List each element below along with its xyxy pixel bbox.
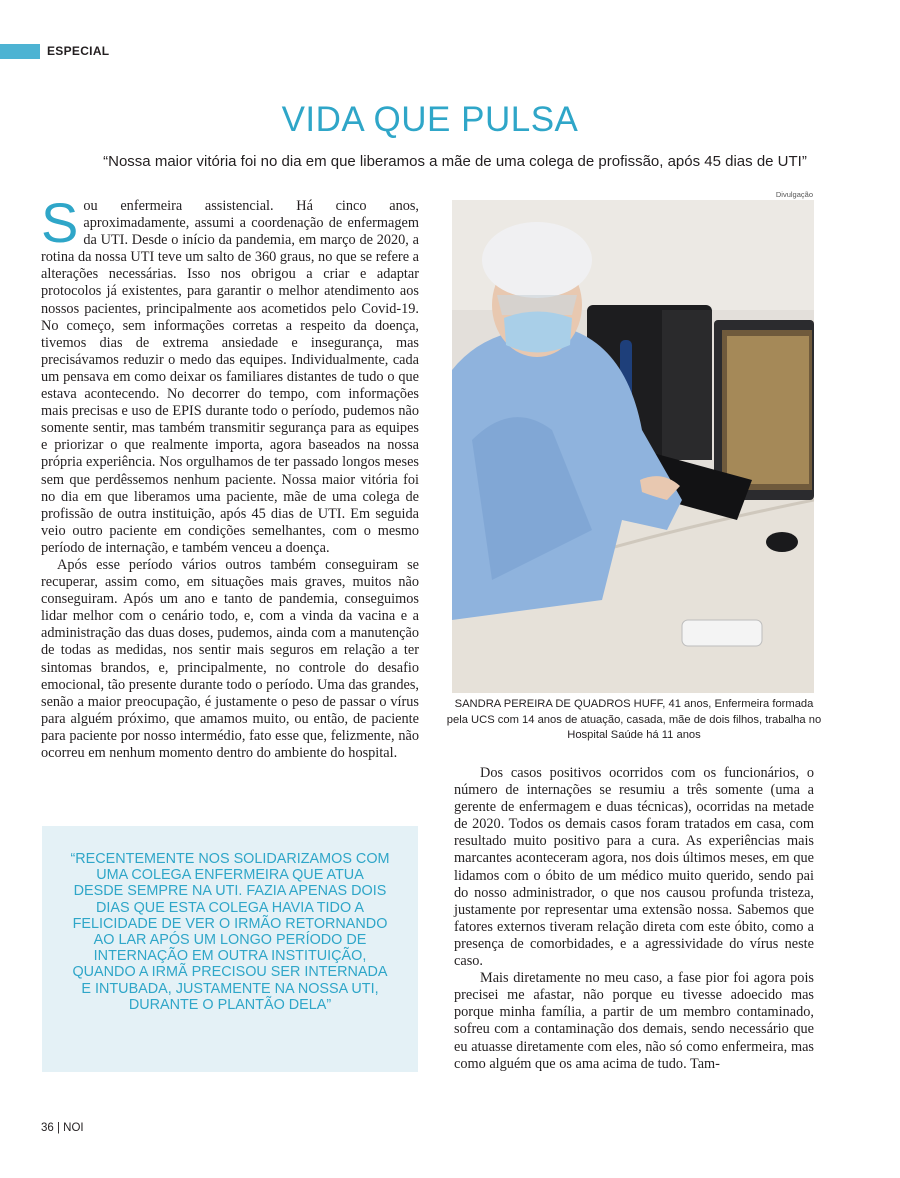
body-paragraph-2: Após esse período vários outros também conseguiram se recuperar, assim como, em situações mais graves, muitos não conseguiram. Após um ano e tanto de pandemia, conseguimos lidar melhor com o cenário todo, e, com a vinda da vacina e a administração das duas doses, pudemos, ainda com a manutenção de todas as medidas, nos sentir mais seguros em relação a ter sintomas brandos, e, principalmente, no controle do desafio emocional, tão presente durante todo o período. Uma das grandes, senão a maior preocupação, é justamente o peso de passar o vírus para alguém próximo, que amamos muito, ou então, de paciente para paciente por nosso intermédio, fato esse que, felizmente, não ocorreu em nenhum momento dentro do ambiente do hospital. <box>41 556 419 761</box>
nurse-photo <box>452 200 814 693</box>
body-paragraph-3: Dos casos positivos ocorridos com os funcionários, o número de internações se resumiu a três somente (uma a gerente de enfermagem e duas técnicas), ocorridas na metade de 2020. Todos os demais casos foram tratados em casa, com resultado muito positivo para a cura. As experiências mais marcantes aconteceram agora, nos dois últimos meses, em que lidamos com o óbito de um médico muito querido, sendo pai do nosso administrador, o que nos causou profunda tristeza, justamente por representar uma extensão nossa. Sabemos que fatores externos tiveram relação direta com este óbito, como a presença de comorbidades, e a agressividade do vírus neste caso. <box>454 765 814 970</box>
page-footer: 36 | NOI <box>41 1122 84 1134</box>
pull-quote-box <box>42 826 418 1072</box>
photo-credit: Divulgação <box>775 190 813 199</box>
nurse-photo-illustration <box>452 200 814 693</box>
article-subtitle: “Nossa maior vitória foi no dia em que liberamos a mãe de uma colega de profissão, após 45 dias de UTI” <box>103 153 807 170</box>
section-color-bar <box>0 44 40 59</box>
caption-name: SANDRA PEREIRA DE QUADROS HUFF <box>454 698 663 710</box>
caption-text: , 41 anos, Enfermeira formada pela UCS com 14 anos de atuação, casada, mãe de dois filhos, trabalha no Hospital Saúde há 11 anos <box>446 698 822 741</box>
section-label: ESPECIAL <box>47 44 110 58</box>
body-paragraph-1 <box>41 191 419 557</box>
photo-caption <box>444 697 824 744</box>
left-column <box>41 191 419 762</box>
right-column <box>454 765 814 1073</box>
body-paragraph-4: Mais diretamente no meu caso, a fase pior foi agora pois precisei me afastar, não porque eu tivesse adoecido mas porque minha família, a partir de um membro contaminado, sofreu com a contaminação dos demais, sendo necessário que eu atuasse diretamente com eles, não só como enfermeira, mas como alguém que os ama acima de tudo. Tam- <box>454 970 814 1072</box>
drop-cap: S <box>41 191 79 254</box>
pull-quote-text: “RECENTEMENTE NOS SOLIDARIZAMOS COM UMA COLEGA ENFERMEIRA QUE ATUA DESDE SEMPRE NA UTI. FAZIA APENAS DOIS DIAS QUE ESTA COLEGA HAVIA TIDO A FELICIDADE DE VER O IRMÃO RETORNANDO AO LAR APÓS UM LONGO PERÍODO DE INTERNAÇÃO EM OUTRA INSTITUIÇÃO, QUANDO A IRMÃ PRECISOU SER INTERNADA E INTUBADA, JUSTAMENTE NA NOSSA UTI, DURANTE O PLANTÃO DELA” <box>70 851 390 1013</box>
article-title: VIDA QUE PULSA <box>281 100 579 139</box>
paragraph-text: ou enfermeira assistencial. Há cinco anos, aproximadamente, assumi a coordenação de enfermagem da UTI. Desde o início da pandemia, em março de 2020, a rotina da nossa UTI teve um salto de 360 graus, no que se refere a alterações necessárias. Isso nos obrigou a criar e adaptar protocolos já existentes, para garantir o melhor atendimento aos nossos pacientes, principalmente aos acometidos pelo Covid-19. No começo, sem informações corretas a respeito da doença, tivemos dias de extrema ansiedade e insegurança, mas precisávamos reduzir o medo das equipes. Individualmente, cada um pensava em como deixar os familiares distantes de tudo o que estava acontecendo. No decorrer do tempo, com informações mais precisas e uso de EPIS durante todo o período, pudemos não somente sentir, mas também transmitir segurança para as equipes e priorizar o que realmente importa, agora baseados na nossa própria experiência. Nos orgulhamos de ter passado longos meses sem que perdêssemos nenhum paciente. Nossa maior vitória foi no dia em que liberamos uma paciente, mãe de uma colega de profissão de outra instituição, após 45 dias de UTI. Em seguida veio outro paciente em condições semelhantes, com o mesmo período de internação, e também venceu a doença. <box>41 198 419 556</box>
